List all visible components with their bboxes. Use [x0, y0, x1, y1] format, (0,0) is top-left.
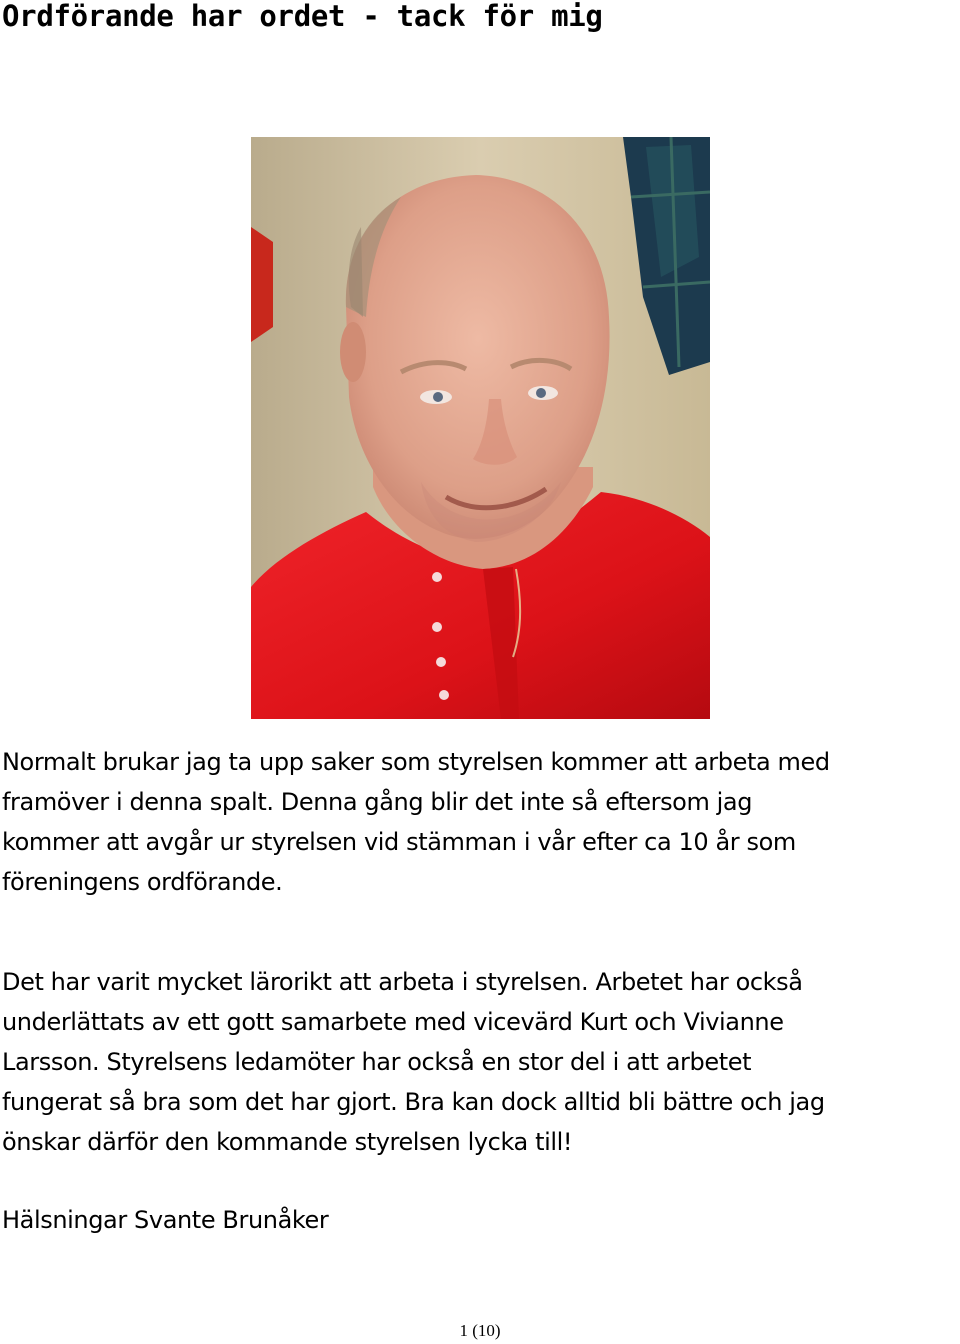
text-line: föreningens ordförande. [2, 868, 283, 896]
text-line: framöver i denna spalt. Denna gång blir det inte så eftersom jag [2, 788, 753, 816]
author-photo [251, 137, 710, 719]
shirt-button [436, 657, 446, 667]
text-line: underlättats av ett gott samarbete med vicevärd Kurt och Vivianne [2, 1008, 784, 1036]
text-line: kommer att avgår ur styrelsen vid stämman i vår efter ca 10 år som [2, 828, 796, 856]
text-line: Hälsningar Svante Brunåker [2, 1206, 329, 1234]
red-object [251, 227, 273, 342]
signature [2, 1200, 958, 1240]
text-line: Larsson. Styrelsens ledamöter har också en stor del i att arbetet [2, 1048, 752, 1076]
paragraph-intro [2, 742, 958, 902]
portrait-image [251, 137, 710, 719]
shirt-button [439, 690, 449, 700]
text-line: Det har varit mycket lärorikt att arbeta i styrelsen. Arbetet har också [2, 968, 803, 996]
paragraph-thanks [2, 962, 958, 1162]
page-title: Ordförande har ordet - tack för mig [2, 0, 603, 33]
shirt-button [432, 572, 442, 582]
text-line: fungerat så bra som det har gjort. Bra kan dock alltid bli bättre och jag [2, 1088, 825, 1116]
ear [340, 322, 366, 382]
text-line: önskar därför den kommande styrelsen lycka till! [2, 1128, 573, 1156]
text-line: Normalt brukar jag ta upp saker som styrelsen kommer att arbeta med [2, 748, 830, 776]
page-number: 1 (10) [459, 1321, 501, 1340]
shirt-button [432, 622, 442, 632]
